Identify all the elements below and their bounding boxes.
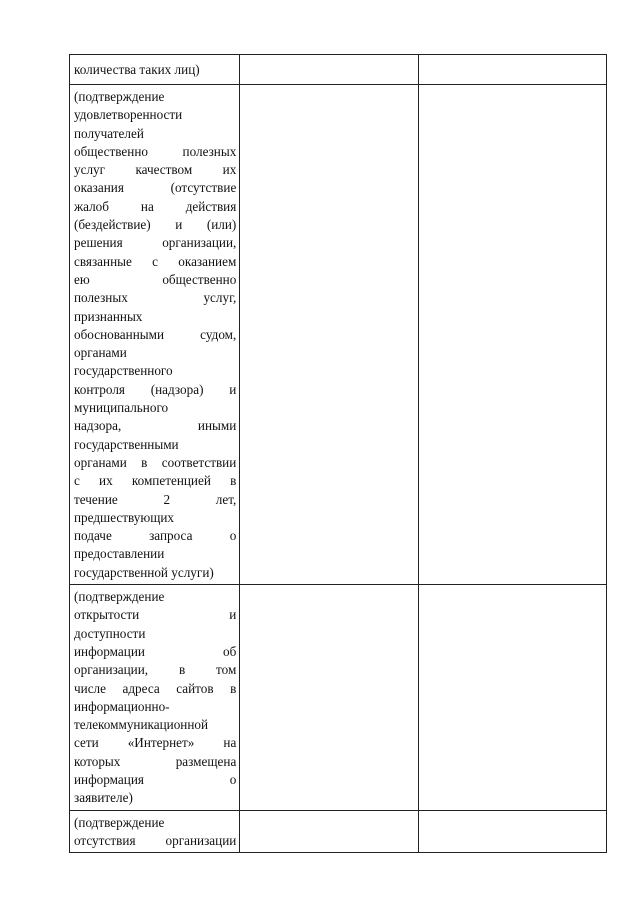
empty-cell: [418, 85, 606, 585]
text-line: общественно полезных: [74, 143, 237, 159]
table-row: [70, 585, 607, 811]
empty-cell: [418, 585, 606, 811]
text-line: полезных услуг,: [74, 290, 237, 306]
text-line: предоставлении: [74, 546, 165, 562]
text-line: оказания (отсутствие: [74, 180, 237, 196]
empty-cell: [240, 55, 418, 85]
text-line: органами: [74, 345, 127, 361]
text-line: государственными: [74, 436, 179, 452]
text-line: государственной услуги): [74, 564, 214, 580]
text-line: числе адреса сайтов в: [74, 680, 237, 696]
description-cell: [70, 810, 240, 853]
text-line: информационно-: [74, 698, 170, 714]
text-line: (подтверждение: [74, 814, 165, 830]
text-line: организации, в том: [74, 662, 237, 678]
text-line: (подтверждение: [74, 589, 165, 605]
text-line: отсутствия организации: [74, 832, 237, 848]
text-line: течение 2 лет,: [74, 491, 237, 507]
text-line: заявителе): [74, 790, 133, 806]
empty-cell: [418, 810, 606, 853]
text-line: телекоммуникационной: [74, 717, 209, 733]
table-row: [70, 810, 607, 853]
text-line: органами в соответствии: [74, 454, 237, 470]
requirements-table: [69, 54, 607, 853]
text-line: муниципального: [74, 400, 169, 416]
cell-text: [70, 55, 239, 81]
text-line: (бездействие) и (или): [74, 217, 237, 233]
text-line: жалоб на действия: [74, 198, 237, 214]
text-line: ею общественно: [74, 271, 237, 287]
text-line: с их компетенцией в: [74, 473, 237, 489]
empty-cell: [240, 85, 418, 585]
text-line: обоснованными судом,: [74, 326, 237, 342]
table-row: [70, 85, 607, 585]
text-line: получателей: [74, 125, 144, 141]
text-line: информации об: [74, 643, 237, 659]
empty-cell: [240, 585, 418, 811]
text-line: услуг качеством их: [74, 162, 237, 178]
description-cell: [70, 85, 240, 585]
text-line: государственного: [74, 363, 173, 379]
text-line: удовлетворенности: [74, 107, 183, 123]
text-line: подаче запроса о: [74, 528, 237, 544]
text-line: (подтверждение: [74, 89, 165, 104]
text-line: сети «Интернет» на: [74, 735, 237, 751]
cell-text: [70, 811, 239, 853]
cell-text: [70, 585, 239, 810]
cell-text: [70, 85, 239, 584]
empty-cell: [418, 55, 606, 85]
text-line: предшествующих: [74, 509, 175, 525]
text-line: доступности: [74, 625, 146, 641]
text-line: решения организации,: [74, 235, 237, 251]
text-line: количества таких лиц): [74, 62, 200, 77]
empty-cell: [240, 810, 418, 853]
text-line: признанных: [74, 308, 143, 324]
description-cell: [70, 55, 240, 85]
text-line: контроля (надзора) и: [74, 381, 237, 397]
description-cell: [70, 585, 240, 811]
text-line: которых размещена: [74, 753, 237, 769]
text-line: надзора, иными: [74, 418, 237, 434]
table-row: [70, 55, 607, 85]
text-line: информация о: [74, 771, 237, 787]
text-line: открытости и: [74, 607, 237, 623]
text-line: связанные с оказанием: [74, 253, 237, 269]
